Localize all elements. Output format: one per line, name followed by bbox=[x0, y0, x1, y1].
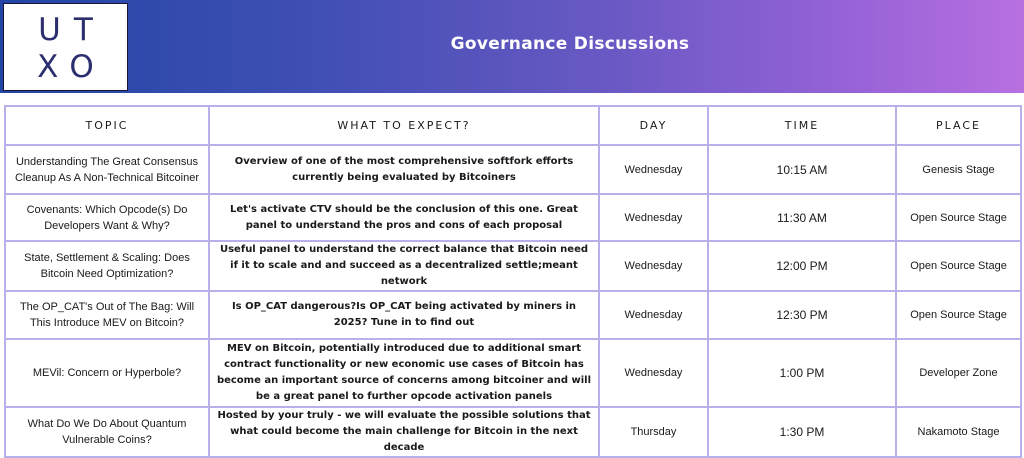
day-cell: Thursday bbox=[599, 407, 708, 457]
expect-cell: Let's activate CTV should be the conclusion of this one. Great panel to understand the pros and cons of each proposal bbox=[209, 194, 599, 241]
utxo-logo bbox=[3, 3, 128, 91]
place-cell: Developer Zone bbox=[896, 339, 1021, 407]
place-cell: Open Source Stage bbox=[896, 194, 1021, 241]
time-cell: 11:30 AM bbox=[708, 194, 896, 241]
column-header-expect: WHAT TO EXPECT? bbox=[209, 106, 599, 145]
expect-cell: MEV on Bitcoin, potentially introduced due to additional smart contract functionality or new economic use cases of Bitcoin has become an important source of concerns among bitcoiner and will be a great panel to further opcode activation panels bbox=[209, 339, 599, 407]
topic-cell: The OP_CAT's Out of The Bag: Will This Introduce MEV on Bitcoin? bbox=[5, 291, 209, 339]
table-row bbox=[5, 339, 1021, 407]
time-cell: 10:15 AM bbox=[708, 145, 896, 194]
day-cell: Wednesday bbox=[599, 241, 708, 291]
time-cell: 1:30 PM bbox=[708, 407, 896, 457]
day-cell: Wednesday bbox=[599, 291, 708, 339]
day-cell: Wednesday bbox=[599, 194, 708, 241]
header-banner bbox=[0, 0, 1024, 93]
place-cell: Nakamoto Stage bbox=[896, 407, 1021, 457]
table-row bbox=[5, 407, 1021, 457]
place-cell: Open Source Stage bbox=[896, 241, 1021, 291]
day-cell: Wednesday bbox=[599, 145, 708, 194]
column-header-topic: TOPIC bbox=[5, 106, 209, 145]
logo-line-2: XO bbox=[37, 49, 107, 85]
table-row bbox=[5, 241, 1021, 291]
topic-cell: MEVil: Concern or Hyperbole? bbox=[5, 339, 209, 407]
place-cell: Genesis Stage bbox=[896, 145, 1021, 194]
schedule-table bbox=[4, 105, 1022, 458]
expect-cell: Is OP_CAT dangerous?Is OP_CAT being activated by miners in 2025? Tune in to find out bbox=[209, 291, 599, 339]
place-cell: Open Source Stage bbox=[896, 291, 1021, 339]
time-cell: 12:00 PM bbox=[708, 241, 896, 291]
expect-cell: Hosted by your truly - we will evaluate the possible solutions that what could become the main challenge for Bitcoin in the next decade bbox=[209, 407, 599, 457]
topic-cell: State, Settlement & Scaling: Does Bitcoin Need Optimization? bbox=[5, 241, 209, 291]
time-cell: 12:30 PM bbox=[708, 291, 896, 339]
page-title: Governance Discussions bbox=[450, 34, 690, 54]
day-cell: Wednesday bbox=[599, 339, 708, 407]
topic-cell: Covenants: Which Opcode(s) Do Developers Want & Why? bbox=[5, 194, 209, 241]
column-header-time: TIME bbox=[708, 106, 896, 145]
topic-cell: What Do We Do About Quantum Vulnerable Coins? bbox=[5, 407, 209, 457]
time-cell: 1:00 PM bbox=[708, 339, 896, 407]
table-row bbox=[5, 194, 1021, 241]
topic-cell: Understanding The Great Consensus Cleanup As A Non-Technical Bitcoiner bbox=[5, 145, 209, 194]
expect-cell: Overview of one of the most comprehensive softfork efforts currently being evaluated by Bitcoiners bbox=[209, 145, 599, 194]
column-header-place: PLACE bbox=[896, 106, 1021, 145]
logo-line-1: UT bbox=[38, 12, 106, 48]
column-header-day: DAY bbox=[599, 106, 708, 145]
expect-cell: Useful panel to understand the correct balance that Bitcoin need if it to scale and and succeed as a decentralized settle;meant network bbox=[209, 241, 599, 291]
table-row bbox=[5, 145, 1021, 194]
table-header-row bbox=[5, 106, 1021, 145]
table-row bbox=[5, 291, 1021, 339]
